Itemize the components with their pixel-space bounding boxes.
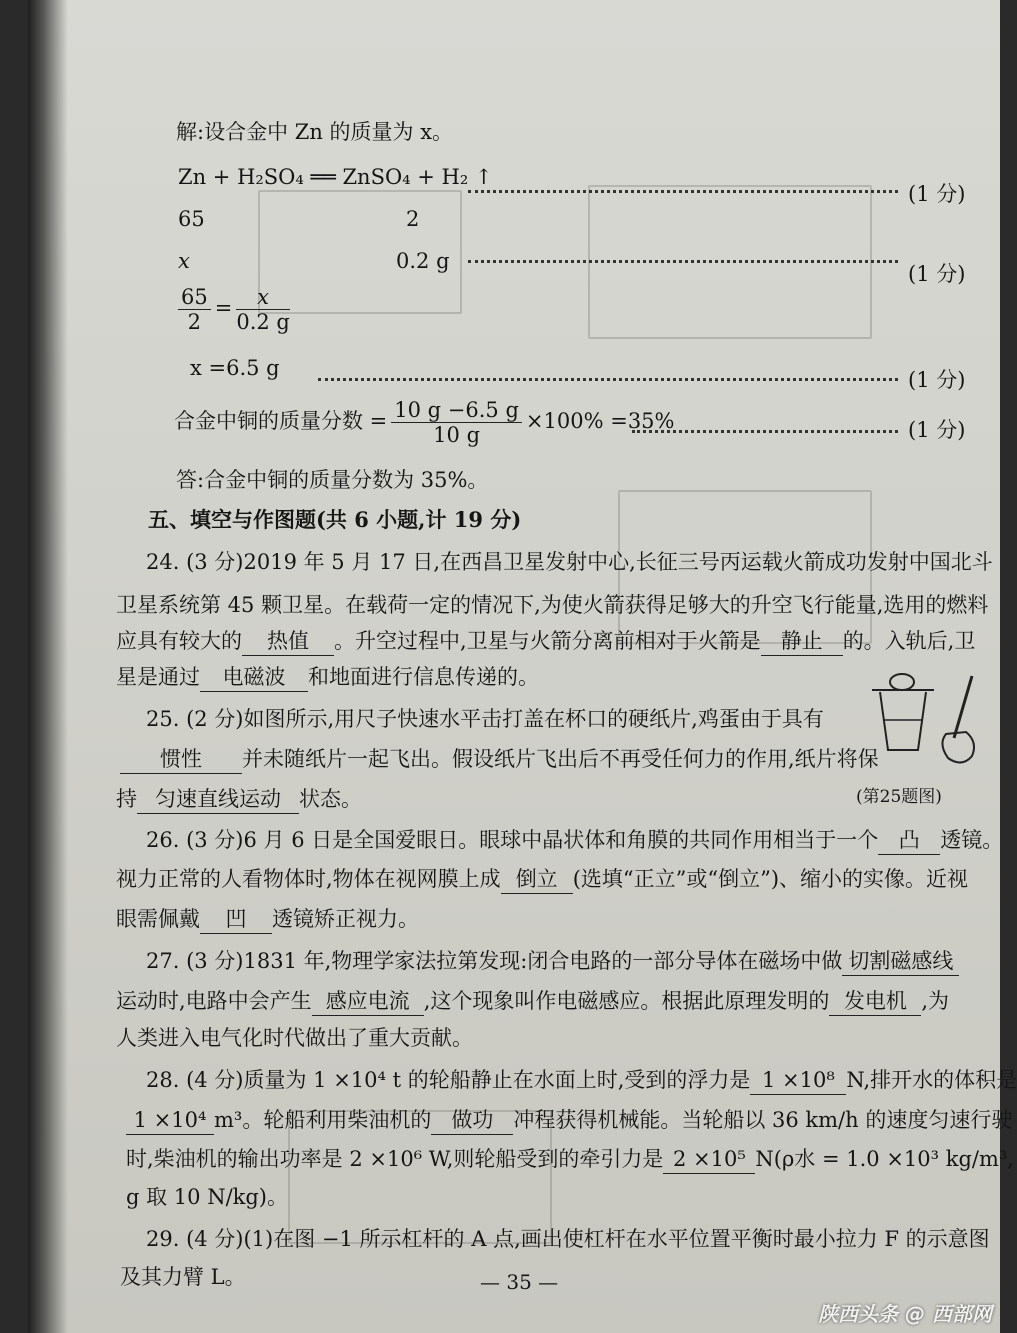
q26-text: 视力正常的人看物体时,物体在视网膜上成	[116, 867, 501, 891]
ratio-equals: =	[214, 296, 233, 320]
molar-mass-h2: 2	[406, 207, 420, 231]
q24-text: 星是通过	[116, 665, 200, 689]
score-label: (1 分)	[908, 368, 966, 392]
q29-line-1: 29. (4 分)(1)在图 −1 所示杠杆的 A 点,画出使杠杆在水平位置平衡时最小拉力 F 的示意图	[146, 1227, 990, 1251]
q25-figure	[856, 668, 992, 813]
q25-figure-caption: (第25题图)	[856, 787, 942, 807]
q28-text: N,排开水的体积是	[846, 1068, 1017, 1092]
q29-line-2: 及其力臂 L。	[120, 1265, 246, 1289]
q25-text: 持	[116, 787, 137, 811]
solution-intro: 解:设合金中 Zn 的质量为 x。	[176, 120, 454, 144]
q27-answer-1: 切割磁感线	[842, 947, 959, 976]
q28-answer-2: 1 ×10⁴	[126, 1106, 214, 1135]
page-number: — 35 —	[480, 1270, 559, 1294]
q28-text: m³。轮船利用柴油机的	[214, 1108, 432, 1132]
q27-line-3: 人类进入电气化时代做出了重大贡献。	[116, 1026, 473, 1050]
binding-shadow	[28, 0, 68, 1333]
q26-line-1	[146, 826, 1003, 855]
q28-text: 冲程获得机械能。当轮船以 36 km/h 的速度匀速行驶	[513, 1108, 1013, 1132]
q26-text: 透镜。	[940, 828, 1004, 852]
q28-line-3	[126, 1145, 1014, 1174]
q27-text: 27. (3 分)1831 年,物理学家法拉第发现:闭合电路的一部分导体在磁场中做	[146, 949, 843, 973]
ratio-right-den: 0.2 g	[236, 310, 290, 334]
q26-answer-3: 凹	[200, 905, 272, 934]
q24-answer-2: 静止	[761, 627, 843, 656]
q28-text: 28. (4 分)质量为 1 ×10⁴ t 的轮船静止在水面上时,受到的浮力是	[146, 1068, 751, 1092]
ratio-left-num: 65	[178, 285, 211, 310]
chemical-equation: Zn + H₂SO₄ ══ ZnSO₄ + H₂ ↑	[178, 165, 493, 189]
q24-answer-3: 电磁波	[200, 663, 308, 692]
ratio-right	[236, 285, 290, 334]
q24-text: 和地面进行信息传递的。	[308, 665, 539, 689]
q25-answer-2: 匀速直线运动	[137, 785, 299, 814]
leader-dots	[318, 378, 898, 381]
solution-answer: 答:合金中铜的质量分数为 35%。	[176, 468, 489, 492]
leader-dots	[468, 260, 898, 263]
q26-answer-2: 倒立	[501, 865, 573, 894]
q24-line-4	[116, 663, 539, 692]
copper-fraction	[391, 398, 522, 447]
q26-line-3	[116, 905, 419, 934]
q27-text: ,为	[921, 989, 950, 1013]
fraction-suffix: ×100% =35%	[525, 409, 675, 433]
q28-line-2	[126, 1106, 1012, 1135]
q28-text: N(ρ水 = 1.0 ×10³ kg/m³,	[755, 1147, 1014, 1171]
q25-text: 状态。	[299, 787, 362, 811]
q24-line-1: 24. (3 分)2019 年 5 月 17 日,在西昌卫星发射中心,长征三号丙运载火箭成功发射中国北斗	[146, 550, 993, 574]
unknown-x: x	[178, 249, 190, 273]
exam-page	[28, 0, 1017, 1333]
leader-dots	[632, 430, 898, 433]
molar-mass-zn: 65	[178, 207, 205, 231]
score-label: (1 分)	[908, 262, 966, 286]
q28-line-1	[146, 1066, 1017, 1095]
q25-line-3	[116, 785, 362, 814]
q25-text: 并未随纸片一起飞出。假设纸片飞出后不再受任何力的作用,纸片将保	[242, 747, 879, 771]
copper-fraction-line	[174, 398, 675, 447]
mass-h2: 0.2 g	[396, 249, 450, 273]
fraction-prefix: 合金中铜的质量分数 =	[174, 409, 388, 433]
ratio-left-den: 2	[187, 310, 202, 334]
q24-text: 应具有较大的	[116, 629, 242, 653]
watermark: 陕西头条 @ 西部网	[818, 1302, 992, 1326]
q26-answer-1: 凸	[878, 826, 940, 855]
score-label: (1 分)	[908, 182, 966, 206]
score-label: (1 分)	[908, 418, 966, 442]
q24-text: 的。入轨后,卫	[842, 629, 976, 653]
q26-line-2	[116, 865, 968, 894]
q24-line-2: 卫星系统第 45 颗卫星。在载荷一定的情况下,为使火箭获得足够大的升空飞行能量,选用的燃料	[116, 593, 989, 617]
ratio-left	[178, 285, 211, 334]
q27-answer-3: 发电机	[829, 987, 921, 1016]
q27-line-2	[116, 987, 949, 1016]
q26-text: 透镜矫正视力。	[272, 907, 419, 931]
q28-text: 时,柴油机的输出功率是 2 ×10⁶ W,则轮船受到的牵引力是	[126, 1147, 664, 1171]
q25-line-1: 25. (2 分)如图所示,用尺子快速水平击打盖在杯口的硬纸片,鸡蛋由于具有	[146, 707, 824, 731]
q28-answer-4: 2 ×10⁵	[663, 1145, 755, 1174]
q27-answer-2: 感应电流	[312, 987, 424, 1016]
cup-egg-ruler-illustration	[862, 668, 992, 778]
q25-answer-1: 惯性	[120, 745, 242, 774]
fraction-num: 10 g −6.5 g	[391, 398, 522, 423]
q27-text: 运动时,电路中会产生	[116, 989, 312, 1013]
q24-line-3	[116, 627, 975, 656]
q26-text: (选填“正立”或“倒立”)、缩小的实像。近视	[572, 867, 969, 891]
leader-dots	[468, 190, 898, 193]
q25-line-2	[120, 745, 879, 774]
q27-text: ,这个现象叫作电磁感应。根据此原理发明的	[423, 989, 830, 1013]
q24-answer-1: 热值	[242, 627, 334, 656]
ratio-right-num: x	[236, 285, 290, 310]
fraction-den: 10 g	[433, 423, 481, 447]
section-title: 五、填空与作图题(共 6 小题,计 19 分)	[148, 507, 522, 532]
ratio-equation	[174, 285, 294, 334]
x-result: x =6.5 g	[190, 356, 280, 380]
q24-text: 。升空过程中,卫星与火箭分离前相对于火箭是	[334, 629, 761, 653]
q26-text: 26. (3 分)6 月 6 日是全国爱眼日。眼球中晶状体和角膜的共同作用相当于一个	[146, 828, 879, 852]
q28-answer-1: 1 ×10⁸	[750, 1066, 846, 1095]
q28-line-4: g 取 10 N/kg)。	[126, 1185, 289, 1209]
q27-line-1	[146, 947, 959, 976]
q26-text: 眼需佩戴	[116, 907, 200, 931]
q28-answer-3: 做功	[431, 1106, 513, 1135]
